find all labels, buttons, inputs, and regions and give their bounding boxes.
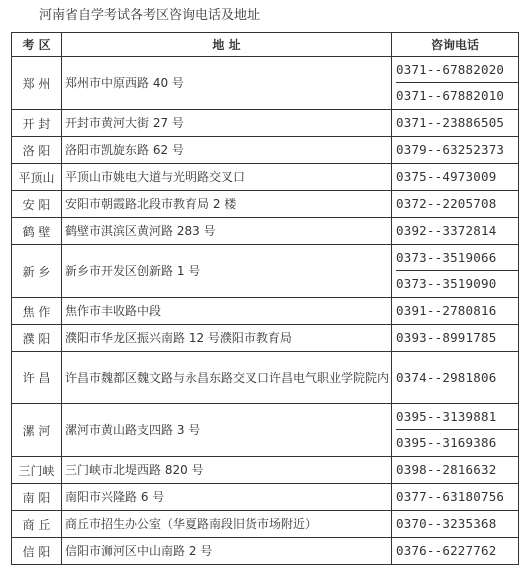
table-row xyxy=(12,352,519,404)
table-row xyxy=(12,404,519,457)
region-cell: 漯 河 xyxy=(12,404,62,457)
phone-cell xyxy=(392,484,519,511)
page-caption: 河南省自学考试各考区咨询电话及地址 xyxy=(39,8,261,23)
table-row xyxy=(12,191,519,218)
region-cell: 商 丘 xyxy=(12,511,62,538)
region-cell: 鹤 壁 xyxy=(12,218,62,245)
phone-cell xyxy=(392,404,519,457)
region-cell: 濮 阳 xyxy=(12,325,62,352)
table-row xyxy=(12,110,519,137)
table-row xyxy=(12,57,519,110)
phone-number: 0377--63180756 xyxy=(396,489,505,504)
phone-cell xyxy=(392,298,519,325)
region-cell: 开 封 xyxy=(12,110,62,137)
address-cell: 平顶山市姚电大道与光明路交叉口 xyxy=(62,164,392,191)
region-cell: 郑 州 xyxy=(12,57,62,110)
region-cell: 洛 阳 xyxy=(12,137,62,164)
address-cell: 开封市黄河大街 27 号 xyxy=(62,110,392,137)
header-region: 考 区 xyxy=(12,33,62,57)
phone-number: 0371--23886505 xyxy=(396,115,505,130)
region-cell: 新 乡 xyxy=(12,245,62,298)
phone-number: 0373--3519090 xyxy=(396,276,497,291)
address-cell: 鹤壁市淇滨区黄河路 283 号 xyxy=(62,218,392,245)
address-cell: 许昌市魏都区魏文路与永昌东路交叉口许昌电气职业学院院内 xyxy=(62,352,392,404)
phone-number: 0379--63252373 xyxy=(396,142,505,157)
table-row xyxy=(12,137,519,164)
phone-cell xyxy=(392,325,519,352)
phone-cell xyxy=(392,191,519,218)
region-cell: 安 阳 xyxy=(12,191,62,218)
phone-cell xyxy=(392,164,519,191)
table-body xyxy=(12,57,519,565)
region-cell: 南 阳 xyxy=(12,484,62,511)
region-cell: 平顶山 xyxy=(12,164,62,191)
address-cell: 南阳市兴隆路 6 号 xyxy=(62,484,392,511)
phone-cell xyxy=(392,218,519,245)
phone-number: 0395--3139881 xyxy=(396,404,518,430)
region-cell: 许 昌 xyxy=(12,352,62,404)
phone-number: 0374--2981806 xyxy=(396,369,497,385)
header-phone: 咨询电话 xyxy=(392,33,519,57)
address-cell: 三门峡市北堤西路 820 号 xyxy=(62,457,392,484)
address-cell: 焦作市丰收路中段 xyxy=(62,298,392,325)
phone-cell xyxy=(392,511,519,538)
table-row xyxy=(12,325,519,352)
phone-number: 0392--3372814 xyxy=(396,223,497,238)
table-row xyxy=(12,538,519,565)
address-cell: 洛阳市凯旋东路 62 号 xyxy=(62,137,392,164)
phone-cell xyxy=(392,110,519,137)
table-header-row xyxy=(12,33,519,57)
phone-number: 0372--2205708 xyxy=(396,196,497,211)
phone-number: 0375--4973009 xyxy=(396,169,497,184)
phone-number: 0370--3235368 xyxy=(396,516,497,531)
table-row xyxy=(12,164,519,191)
address-cell: 商丘市招生办公室（华夏路南段旧货市场附近） xyxy=(62,511,392,538)
address-cell: 郑州市中原西路 40 号 xyxy=(62,57,392,110)
phone-cell xyxy=(392,538,519,565)
phone-number: 0373--3519066 xyxy=(396,245,518,271)
phone-cell xyxy=(392,245,519,298)
region-cell: 三门峡 xyxy=(12,457,62,484)
address-cell: 安阳市朝霞路北段市教育局 2 楼 xyxy=(62,191,392,218)
address-cell: 信阳市浉河区中山南路 2 号 xyxy=(62,538,392,565)
table-row xyxy=(12,218,519,245)
phone-cell xyxy=(392,57,519,110)
phone-number: 0391--2780816 xyxy=(396,303,497,318)
region-cell: 焦 作 xyxy=(12,298,62,325)
table-row xyxy=(12,511,519,538)
phone-cell xyxy=(392,352,519,404)
region-cell: 信 阳 xyxy=(12,538,62,565)
phone-number: 0395--3169386 xyxy=(396,435,497,450)
header-address: 地 址 xyxy=(62,33,392,57)
address-cell: 濮阳市华龙区振兴南路 12 号濮阳市教育局 xyxy=(62,325,392,352)
address-cell: 漯河市黄山路支四路 3 号 xyxy=(62,404,392,457)
phone-number: 0398--2816632 xyxy=(396,462,497,477)
phone-number: 0393--8991785 xyxy=(396,330,497,345)
phone-number: 0371--67882010 xyxy=(396,88,505,103)
phone-cell xyxy=(392,137,519,164)
phone-number: 0376--6227762 xyxy=(396,543,497,558)
table-row xyxy=(12,245,519,298)
table-row xyxy=(12,457,519,484)
phone-cell xyxy=(392,457,519,484)
exam-district-table xyxy=(11,32,519,565)
address-cell: 新乡市开发区创新路 1 号 xyxy=(62,245,392,298)
phone-number: 0371--67882020 xyxy=(396,57,518,83)
table-row xyxy=(12,484,519,511)
table-row xyxy=(12,298,519,325)
